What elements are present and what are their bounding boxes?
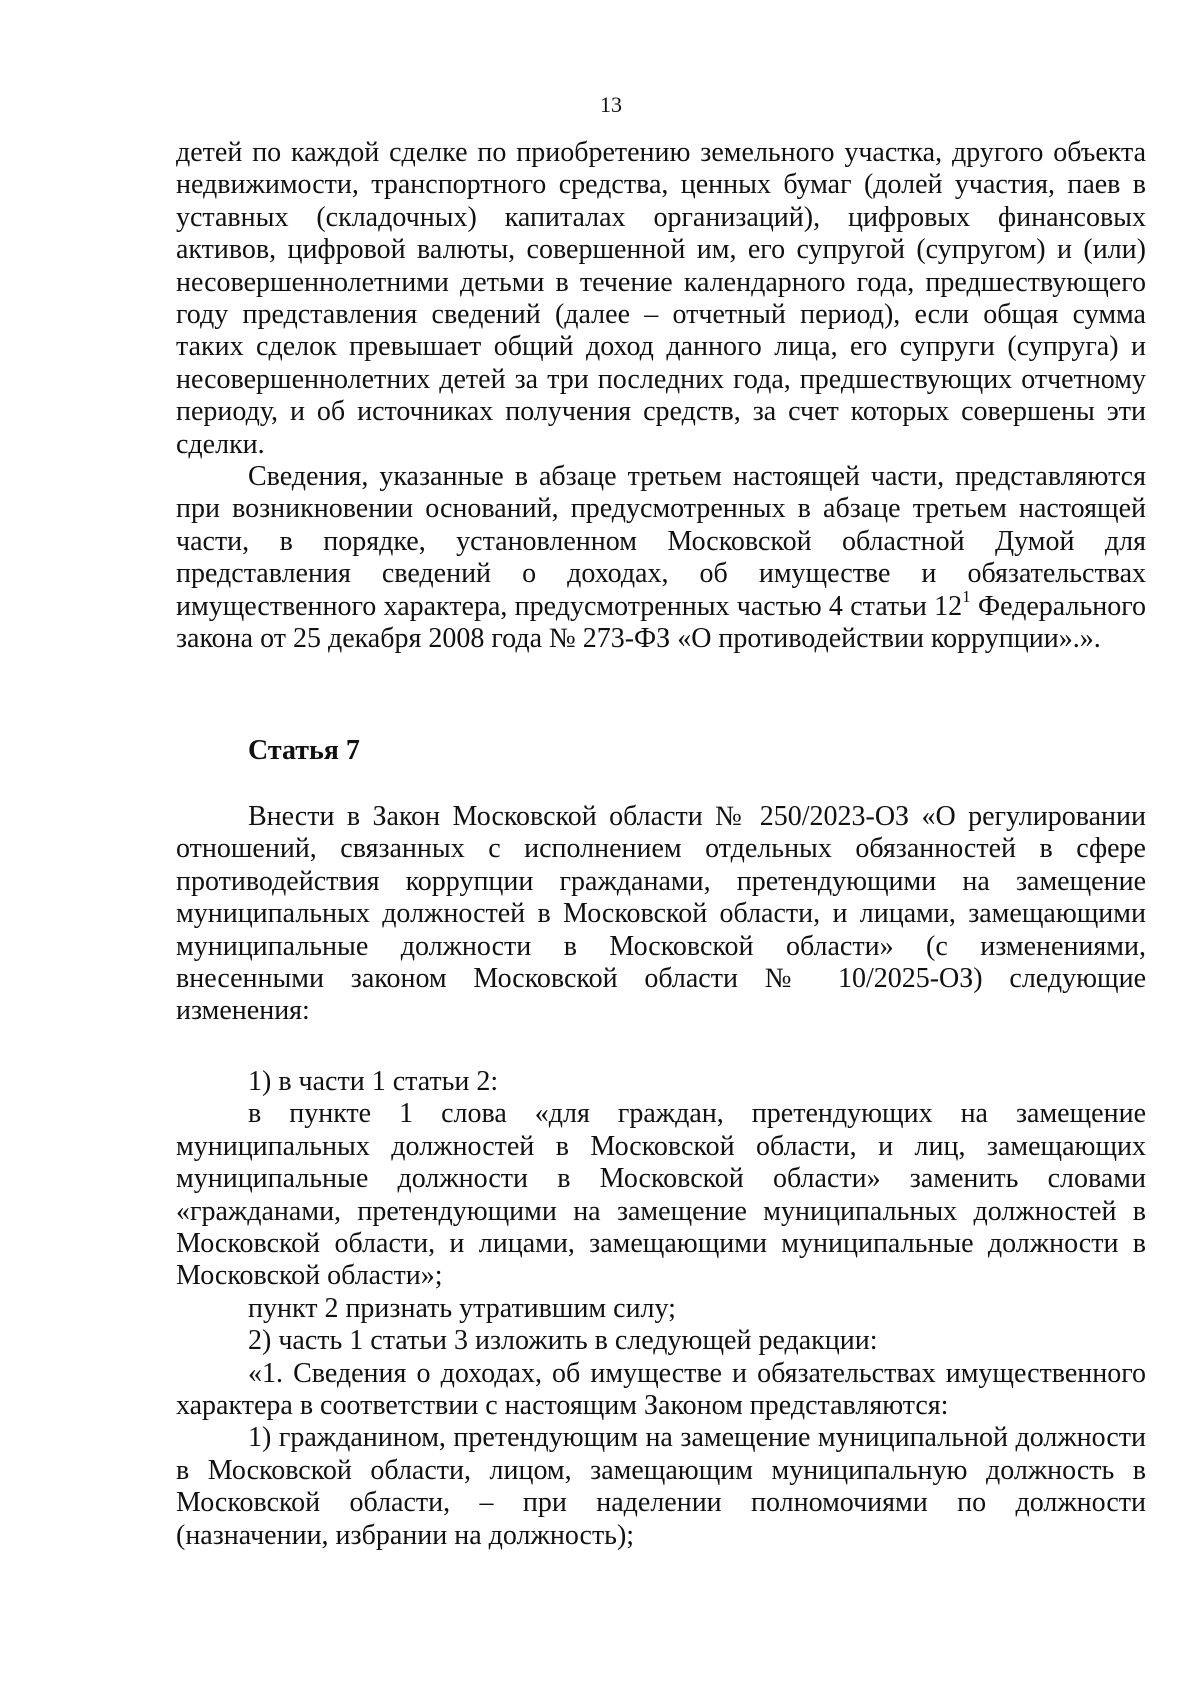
paragraph-text: Сведения, указанные в абзаце третьем настоящей части, представляются при возникновении оснований, предусмотренных в абзаце третьем настоящей части, в порядке, установленном Московской областной Думой для представления сведений о доходах, об имуществе и обязательствах имущественного характера, предусмотренных частью 4 статьи 12 xyxy=(176,461,1146,622)
item-1-point-1: в пункте 1 слова «для граждан, претендующих на замещение муниципальных должностей в Московской области, и лиц, замещающих муниципальные должности в Московской области» заменить словами «гражданами, претендующими на замещение муниципальных должностей в Московской области, и лицами, замещающими муниципальные должности в Московской области»; xyxy=(176,1098,1146,1292)
item-1-point-2: пункт 2 признать утратившим силу; xyxy=(248,1292,676,1324)
article-superscript: 1 xyxy=(962,586,971,606)
amendment-items-block xyxy=(176,1066,1146,1552)
paragraph-text: Федерального закона от 25 декабря 2008 года № 273-ФЗ «О противодействии коррупции».». xyxy=(176,590,1146,655)
item-2: 2) часть 1 статьи 3 изложить в следующей редакции: xyxy=(248,1325,878,1357)
paragraph-submission-procedure xyxy=(176,461,1146,655)
new-part-1-point-1: 1) гражданином, претендующим на замещение муниципальной должности в Московской области, лицом, замещающим муниципальную должность в Московской области, – при наделении полномочиями по должности (назначении, избрании на должность); xyxy=(176,1422,1146,1551)
amendment-intro-block xyxy=(176,801,1146,1028)
paragraph-transactions: детей по каждой сделке по приобретению земельного участка, другого объекта недвижимости, транспортного средства, ценных бумаг (долей участия, паев в уставных (складочных) капиталах организаций), цифровых финансовых активов, цифровой валюты, совершенной им, его супругой (супругом) и (или) несовершеннолетними детьми в течение календарного года, предшествующего году представления сведений (далее – отчетный период), если общая сумма таких сделок превышает общий доход данного лица, его супруги (супруга) и несовершеннолетних детей за три последних года, предшествующих отчетному периоду, и об источниках получения средств, за счет которых совершены эти сделки. xyxy=(176,137,1146,460)
continued-text-block xyxy=(176,137,1146,656)
new-part-1: «1. Сведения о доходах, об имуществе и обязательствах имущественного характера в соответствии с настоящим Законом представляются: xyxy=(176,1357,1146,1422)
item-1: 1) в части 1 статьи 2: xyxy=(248,1066,499,1097)
page-number: 13 xyxy=(600,92,622,117)
article-heading: Статья 7 xyxy=(248,735,360,766)
paragraph-amendment-intro: Внести в Закон Московской области № 250/2023-ОЗ «О регулировании отношений, связанных с исполнением отдельных обязанностей в сфере противодействия коррупции гражданами, претендующими на замещение муниципальных должностей в Московской области, и лицами, замещающими муниципальные должности в Московской области» (с изменениями, внесенными законом Московской области № 10/2025-ОЗ) следующие изменения: xyxy=(176,801,1146,1027)
